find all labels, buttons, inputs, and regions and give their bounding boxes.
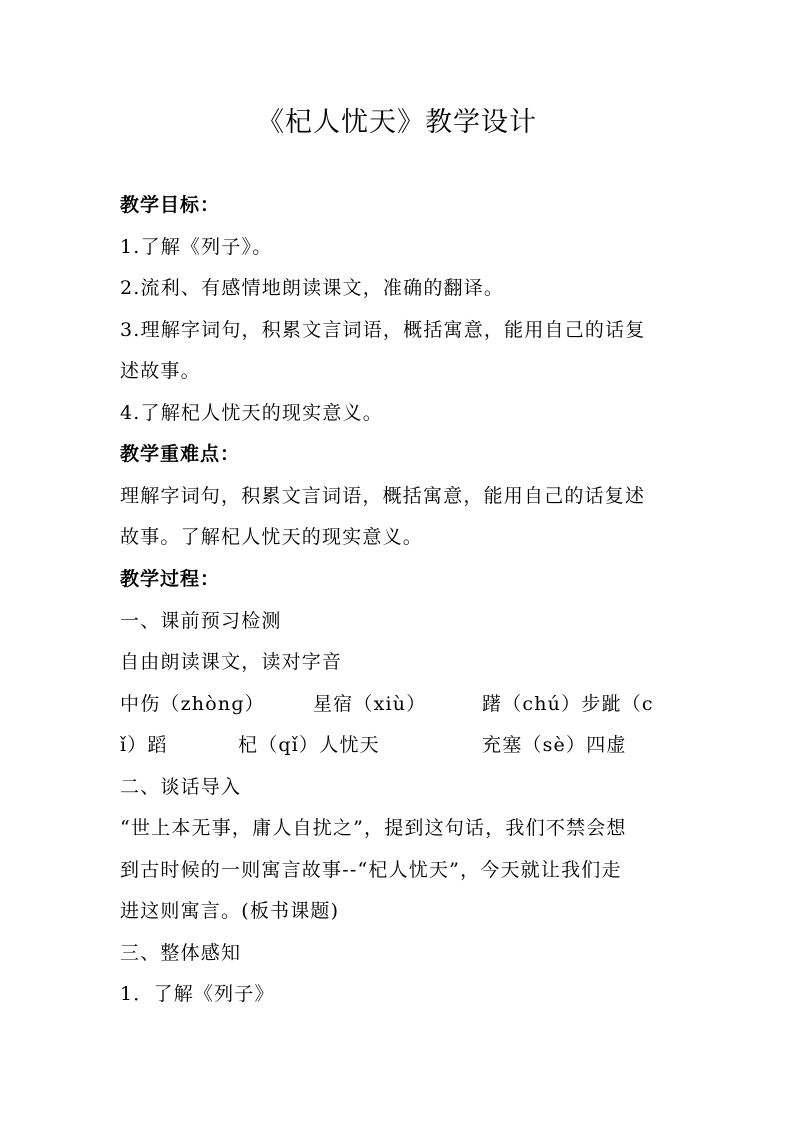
- section-text: “世上本无事，庸人自扰之”，提到这句话，我们不禁会想: [120, 817, 627, 839]
- pinyin-item: 杞（qǐ）人忧天: [238, 734, 380, 756]
- document-title: 《杞人忧天》教学设计: [257, 107, 537, 138]
- pinyin-item: ǐ）蹈: [120, 734, 168, 756]
- section-text: 1．了解《列子》: [120, 983, 275, 1005]
- section-title: 一、课前预习检测: [120, 610, 282, 632]
- process-heading: 教学过程：: [120, 568, 221, 590]
- objective-item: 4.了解杞人忧天的现实意义。: [120, 402, 383, 424]
- objective-item: 2.流利、有感情地朗读课文，准确的翻译。: [120, 277, 505, 299]
- section-text: 进这则寓言。(板书课题): [120, 900, 340, 922]
- objective-item: 1.了解《列子》。: [120, 236, 273, 258]
- objective-item: 述故事。: [120, 360, 201, 382]
- section-title: 三、整体感知: [120, 942, 242, 964]
- section-title: 二、谈话导入: [120, 776, 242, 798]
- objectives-heading: 教学目标：: [120, 194, 221, 216]
- objective-item: 3.理解字词句，积累文言词语，概括寓意，能用自己的话复: [120, 319, 646, 341]
- pinyin-item: 躇（chú）步跐（c: [482, 693, 654, 715]
- key-points-heading: 教学重难点：: [120, 443, 241, 465]
- pinyin-item: 中伤（zhònɡ）: [120, 693, 265, 715]
- key-points-text: 理解字词句，积累文言词语，概括寓意，能用自己的话复述: [120, 485, 646, 507]
- section-text: 自由朗读课文，读对字音: [120, 651, 343, 673]
- pinyin-item: 充塞（sè）四虚: [482, 734, 627, 756]
- section-text: 到古时候的一则寓言故事--“杞人忧天”，今天就让我们走: [120, 859, 622, 881]
- key-points-text: 故事。了解杞人忧天的现实意义。: [120, 526, 424, 548]
- pinyin-row: [120, 689, 654, 716]
- pinyin-row: [120, 730, 627, 757]
- pinyin-item: 星宿（xiù）: [313, 693, 427, 715]
